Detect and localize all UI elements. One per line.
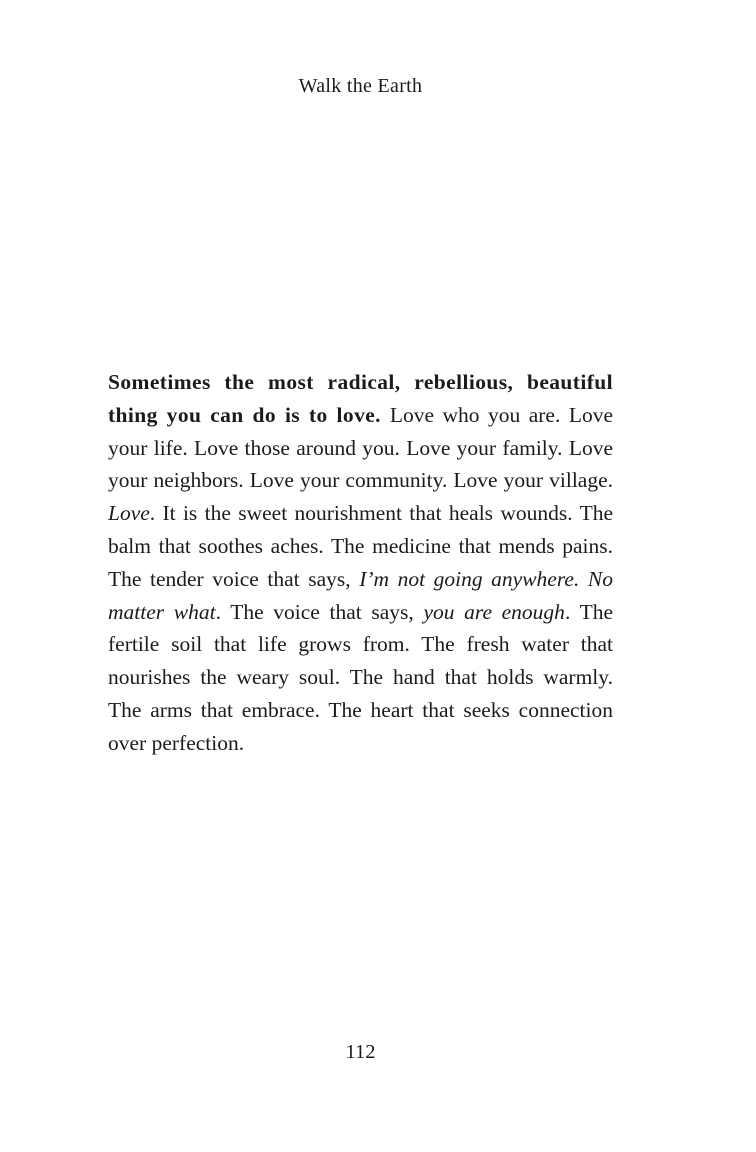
text-segment-regular: . The voice that says, <box>215 599 424 624</box>
text-segment-regular: . It is the sweet nourishment that heals wounds. The balm that soothes aches. The medicine that mends pains. The tender voice that says, <box>108 501 613 591</box>
text-segment-regular: Love who you are. Love your life. Love those around you. Love your family. Love your neighbors. Love your community. Love your village. <box>108 402 614 493</box>
text-segment-italic: I’m not going anywhere. No matter what <box>108 566 613 624</box>
body-paragraph <box>108 366 613 760</box>
running-head: Walk the Earth <box>298 75 423 97</box>
text-segment-bold: Sometimes the most radical, rebellious, beautiful thing you can do is to love. <box>108 370 613 427</box>
text-segment-italic: Love <box>108 501 150 526</box>
text-segment-italic: you are enough <box>423 599 565 624</box>
page-number: 112 <box>345 1041 376 1063</box>
text-segment-regular: . The fertile soil that life grows from. The fresh water that nourishes the weary soul. The hand that holds warmly. The arms that embrace. The heart that seeks connection over perfection. <box>108 599 613 755</box>
